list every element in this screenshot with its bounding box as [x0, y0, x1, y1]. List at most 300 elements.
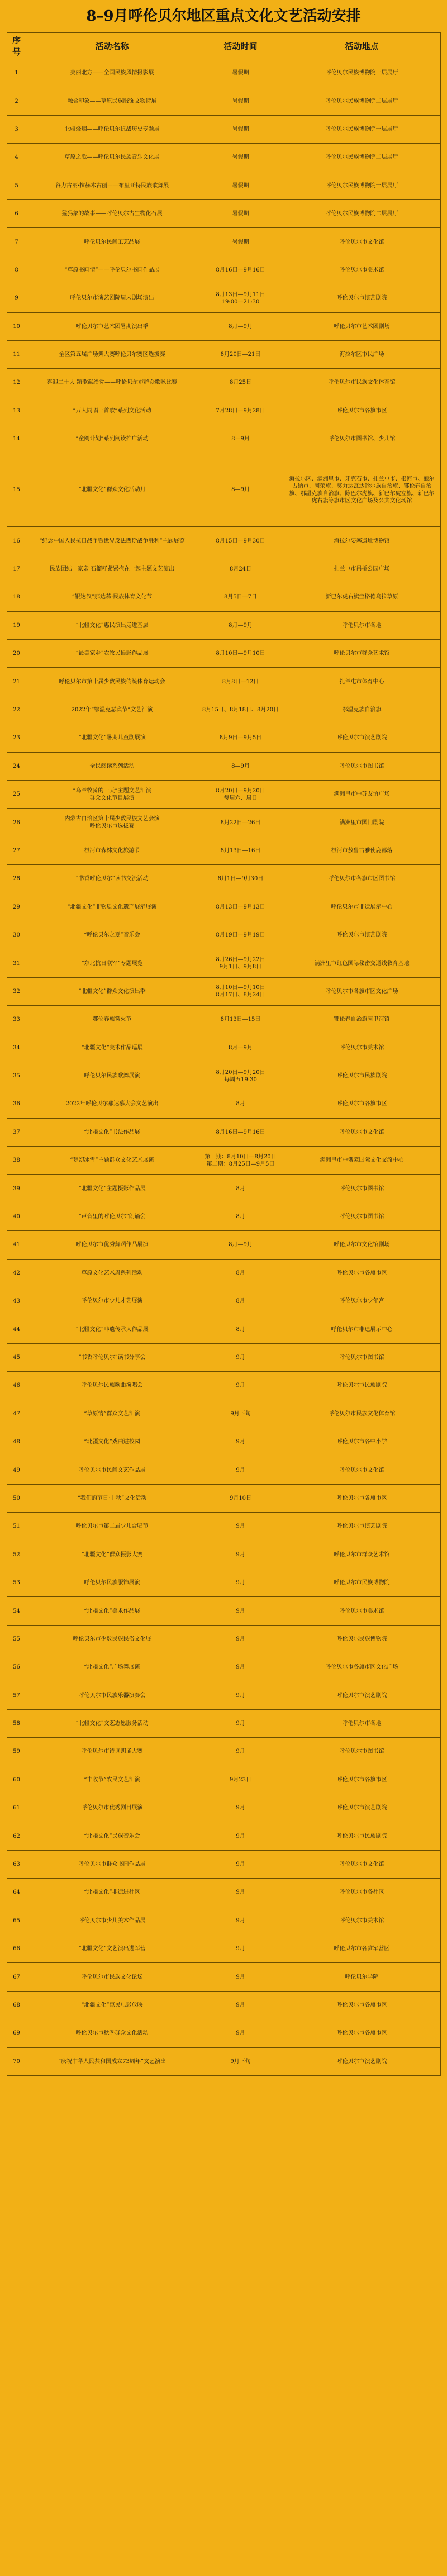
cell-time: 8月22日—26日 — [198, 809, 283, 837]
cell-time: 7月28日—9月28日 — [198, 397, 283, 425]
cell-name: “童阅计划”系列阅读推广活动 — [26, 425, 198, 453]
cell-time: 9月10日 — [198, 1484, 283, 1512]
cell-place: 呼伦贝尔民族博物院一层展厅 — [283, 172, 441, 199]
cell-time: 8月19日—9月19日 — [198, 921, 283, 949]
cell-name: 呼伦贝尔市民间文艺作品展 — [26, 1456, 198, 1484]
cell-time: 8月 — [198, 1287, 283, 1315]
cell-time: 9月 — [198, 1935, 283, 1963]
cell-name: 呼伦贝尔市第十届少数民族传统体育运动会 — [26, 668, 198, 696]
cell-no: 33 — [7, 1006, 26, 1034]
cell-name: “北疆文化”非遗传承人作品展 — [26, 1315, 198, 1343]
cell-no: 10 — [7, 312, 26, 340]
cell-place: 海拉尔区、满洲里市、牙克石市、扎兰屯市、根河市、额尔古纳市、阿荣旗、莫力达瓦达斡尔族自治旗、鄂伦春自治旗、鄂温克族自治旗、陈巴尔虎旗、新巴尔虎左旗、新巴尔虎右旗等旗市区文化广场及公共文化场馆 — [283, 453, 441, 527]
cell-name: “东北抗日联军”专题展览 — [26, 949, 198, 977]
cell-no: 50 — [7, 1484, 26, 1512]
cell-time: 9月 — [198, 1681, 283, 1709]
cell-no: 1 — [7, 59, 26, 87]
cell-time: 9月 — [198, 1372, 283, 1400]
cell-time: 暑假期 — [198, 115, 283, 143]
table-row — [7, 87, 441, 115]
table-row — [7, 1850, 441, 1878]
cell-time: 暑假期 — [198, 199, 283, 227]
cell-no: 59 — [7, 1738, 26, 1766]
cell-place: 呼伦贝尔市文化馆 — [283, 1118, 441, 1146]
cell-time: 9月 — [198, 1907, 283, 1935]
cell-place: 呼伦贝尔学院 — [283, 1963, 441, 1991]
cell-name: 呼伦贝尔市少数民族民俗文化展 — [26, 1625, 198, 1653]
cell-time: 暑假期 — [198, 144, 283, 172]
cell-name: 呼伦贝尔市诗词朗诵大赛 — [26, 1738, 198, 1766]
cell-name: 呼伦贝尔民间工艺品展 — [26, 228, 198, 256]
cell-no: 2 — [7, 87, 26, 115]
cell-time: 9月 — [198, 1850, 283, 1878]
cell-place: 呼伦贝尔市各旗市区 — [283, 397, 441, 425]
cell-name: “北疆文化”群众摄影大赛 — [26, 1541, 198, 1569]
cell-place: 扎兰屯市吊桥公园广场 — [283, 555, 441, 583]
cell-no: 48 — [7, 1428, 26, 1456]
cell-name: 2022年“鄂温克瑟宾节”文艺汇演 — [26, 696, 198, 724]
table-row — [7, 1907, 441, 1935]
cell-place: 呼伦贝尔市各旗市区文化广场 — [283, 1653, 441, 1681]
cell-time: 9月 — [198, 1653, 283, 1681]
cell-no: 35 — [7, 1062, 26, 1090]
table-row — [7, 1090, 441, 1118]
cell-no: 13 — [7, 397, 26, 425]
cell-name: “北疆文化”民族音乐会 — [26, 1822, 198, 1850]
cell-name: 呼伦贝尔市第二届少儿合唱节 — [26, 1513, 198, 1541]
cell-no: 57 — [7, 1681, 26, 1709]
table-row — [7, 583, 441, 611]
table-row — [7, 1822, 441, 1850]
cell-time: 8月 — [198, 1090, 283, 1118]
cell-place: 扎兰屯市体育中心 — [283, 668, 441, 696]
cell-no: 23 — [7, 724, 26, 752]
cell-time: 8月 — [198, 1203, 283, 1230]
table-row — [7, 1935, 441, 1963]
activity-table — [7, 32, 441, 2076]
cell-time: 9月 — [198, 1879, 283, 1907]
table-row — [7, 59, 441, 87]
cell-place: 呼伦贝尔市演艺剧院 — [283, 284, 441, 312]
table-row — [7, 1456, 441, 1484]
cell-no: 6 — [7, 199, 26, 227]
cell-place: 呼伦贝尔市文化馆 — [283, 1850, 441, 1878]
cell-name: “北疆文化”非遗进社区 — [26, 1879, 198, 1907]
cell-name: 草原文化艺术周系列活动 — [26, 1259, 198, 1287]
table-row — [7, 397, 441, 425]
cell-name: “书香呼伦贝尔”读书分享会 — [26, 1343, 198, 1371]
cell-time: 8月 — [198, 1315, 283, 1343]
cell-no: 22 — [7, 696, 26, 724]
table-row — [7, 1315, 441, 1343]
cell-place: 鄂伦春自治旗阿里河镇 — [283, 1006, 441, 1034]
cell-no: 60 — [7, 1766, 26, 1794]
cell-time: 8月 — [198, 1259, 283, 1287]
table-row — [7, 1653, 441, 1681]
cell-name: 美丽北方——全国民族风情摄影展 — [26, 59, 198, 87]
cell-time: 9月 — [198, 1541, 283, 1569]
cell-no: 54 — [7, 1597, 26, 1625]
cell-time: 第一期：8月10日—8月20日 第二期：8月25日—9月5日 — [198, 1147, 283, 1175]
cell-name: 呼伦贝尔市群众书画作品展 — [26, 1850, 198, 1878]
cell-name: “梦幻冰雪”主题群众文化艺术展演 — [26, 1147, 198, 1175]
table-row — [7, 172, 441, 199]
table-row — [7, 1963, 441, 1991]
cell-name: “纪念中国人民抗日战争暨世界反法西斯战争胜利”主题展览 — [26, 527, 198, 555]
cell-time: 8—9月 — [198, 752, 283, 780]
header-no: 序号 — [7, 33, 26, 59]
cell-no: 55 — [7, 1625, 26, 1653]
table-row — [7, 1231, 441, 1259]
cell-no: 62 — [7, 1822, 26, 1850]
table-row — [7, 1513, 441, 1541]
cell-time: 9月下旬 — [198, 2047, 283, 2075]
cell-name: 呼伦贝尔民族歌曲演唱会 — [26, 1372, 198, 1400]
cell-name: “声音里的呼伦贝尔”朗诵会 — [26, 1203, 198, 1230]
cell-time: 8月13日—15日 — [198, 1006, 283, 1034]
table-row — [7, 1681, 441, 1709]
cell-no: 39 — [7, 1175, 26, 1203]
table-row — [7, 228, 441, 256]
cell-no: 20 — [7, 640, 26, 668]
cell-no: 11 — [7, 340, 26, 368]
cell-name: “书香呼伦贝尔”读书交流活动 — [26, 865, 198, 893]
cell-name: 北疆烽烟——呼伦贝尔抗战历史专题展 — [26, 115, 198, 143]
cell-name: 呼伦贝尔民族歌舞展演 — [26, 1062, 198, 1090]
table-row — [7, 115, 441, 143]
cell-place: 呼伦贝尔民族博物院二层展厅 — [283, 199, 441, 227]
cell-time: 8月16日—9月16日 — [198, 256, 283, 284]
cell-time: 8月9日—9月5日 — [198, 724, 283, 752]
cell-name: 呼伦贝尔市少儿美术作品展 — [26, 1907, 198, 1935]
cell-name: 融合印象——草原民族服饰文物特展 — [26, 87, 198, 115]
table-row — [7, 1484, 441, 1512]
cell-place: 海拉尔区市民广场 — [283, 340, 441, 368]
cell-name: 呼伦贝尔市民族文化论坛 — [26, 1963, 198, 1991]
cell-place: 呼伦贝尔市民族文化体育馆 — [283, 1400, 441, 1428]
cell-time: 8月13日—9月13日 — [198, 893, 283, 921]
cell-no: 40 — [7, 1203, 26, 1230]
cell-name: 呼伦贝尔民族服饰展演 — [26, 1569, 198, 1596]
cell-no: 14 — [7, 425, 26, 453]
table-row — [7, 668, 441, 696]
cell-name: 猛犸象的故事——呼伦贝尔古生物化石展 — [26, 199, 198, 227]
cell-time: 8月—9月 — [198, 312, 283, 340]
cell-no: 36 — [7, 1090, 26, 1118]
cell-no: 27 — [7, 837, 26, 864]
cell-place: 呼伦贝尔市演艺剧院 — [283, 1681, 441, 1709]
header-time: 活动时间 — [198, 33, 283, 59]
cell-name: “银达汉”那达慕·民族体育文化节 — [26, 583, 198, 611]
cell-no: 5 — [7, 172, 26, 199]
cell-time: 9月 — [198, 1597, 283, 1625]
cell-name: “北疆文化”非物质文化遗产展示展演 — [26, 893, 198, 921]
table-row — [7, 1709, 441, 1737]
table-row — [7, 1766, 441, 1794]
cell-time: 8—9月 — [198, 453, 283, 527]
table-row — [7, 1147, 441, 1175]
cell-time: 8月15日—9月30日 — [198, 527, 283, 555]
table-row — [7, 977, 441, 1005]
cell-time: 8月—9月 — [198, 1034, 283, 1062]
cell-name: “最美家乡”农牧民摄影作品展 — [26, 640, 198, 668]
cell-name: “庆祝中华人民共和国成立73周年”文艺演出 — [26, 2047, 198, 2075]
table-row — [7, 780, 441, 808]
table-row — [7, 1062, 441, 1090]
table-row — [7, 1794, 441, 1822]
cell-time: 8月10日—9月10日 — [198, 640, 283, 668]
table-row — [7, 369, 441, 397]
cell-no: 32 — [7, 977, 26, 1005]
cell-name: “北疆文化”书法作品展 — [26, 1118, 198, 1146]
cell-no: 69 — [7, 2019, 26, 2047]
table-row — [7, 2047, 441, 2075]
cell-time: 8月1日—9月30日 — [198, 865, 283, 893]
cell-time: 9月 — [198, 1343, 283, 1371]
cell-place: 呼伦贝尔市民族博物院 — [283, 1569, 441, 1596]
table-row — [7, 1738, 441, 1766]
cell-name: 呼伦贝尔市民族乐器演奏会 — [26, 1681, 198, 1709]
cell-place: 呼伦贝尔民族博物院一层展厅 — [283, 59, 441, 87]
cell-place: 海拉尔要塞遗址博物馆 — [283, 527, 441, 555]
cell-no: 17 — [7, 555, 26, 583]
table-row — [7, 1569, 441, 1596]
table-row — [7, 949, 441, 977]
cell-place: 呼伦贝尔民族博物院一层展厅 — [283, 115, 441, 143]
cell-no: 61 — [7, 1794, 26, 1822]
cell-name: “北疆文化”美术作品巡展 — [26, 1034, 198, 1062]
table-row — [7, 1118, 441, 1146]
cell-place: 呼伦贝尔市各旗市区 — [283, 1090, 441, 1118]
cell-place: 呼伦贝尔市演艺剧院 — [283, 1794, 441, 1822]
cell-time: 9月 — [198, 1822, 283, 1850]
cell-name: 全民阅读系列活动 — [26, 752, 198, 780]
table-row — [7, 144, 441, 172]
cell-no: 7 — [7, 228, 26, 256]
cell-place: 呼伦贝尔民族博物院二层展厅 — [283, 144, 441, 172]
table-body — [7, 59, 441, 2076]
table-row — [7, 527, 441, 555]
cell-place: 呼伦贝尔市各旗市区 — [283, 1766, 441, 1794]
cell-name: 内蒙古自治区第十届少数民族文艺会演 呼伦贝尔市选拔赛 — [26, 809, 198, 837]
cell-no: 15 — [7, 453, 26, 527]
cell-place: 呼伦贝尔市图书馆 — [283, 1203, 441, 1230]
cell-place: 呼伦贝尔市文化馆 — [283, 1456, 441, 1484]
cell-no: 65 — [7, 1907, 26, 1935]
cell-time: 8月 — [198, 1175, 283, 1203]
cell-place: 满洲里市中苏友谊广场 — [283, 780, 441, 808]
cell-name: 呼伦贝尔市优秀剧目展演 — [26, 1794, 198, 1822]
cell-no: 67 — [7, 1963, 26, 1991]
cell-place: 呼伦贝尔市图书馆 — [283, 1343, 441, 1371]
cell-place: 呼伦贝尔市文化馆 — [283, 228, 441, 256]
cell-name: 2022年呼伦贝尔那达慕大会文艺演出 — [26, 1090, 198, 1118]
cell-time: 9月 — [198, 1794, 283, 1822]
cell-place: 呼伦贝尔市演艺剧院 — [283, 921, 441, 949]
table-row — [7, 1625, 441, 1653]
cell-no: 66 — [7, 1935, 26, 1963]
cell-name: “万人同唱一首歌”系列文化活动 — [26, 397, 198, 425]
cell-place: 满洲里市国门剧院 — [283, 809, 441, 837]
cell-name: “北疆文化”惠民演出走进基层 — [26, 611, 198, 639]
cell-time: 8月13日—16日 — [198, 837, 283, 864]
cell-time: 暑假期 — [198, 59, 283, 87]
cell-place: 呼伦贝尔市各驻军营区 — [283, 1935, 441, 1963]
cell-name: “北疆文化”戏曲进校园 — [26, 1428, 198, 1456]
cell-time: 9月下旬 — [198, 1400, 283, 1428]
cell-time: 9月 — [198, 1963, 283, 1991]
table-row — [7, 1597, 441, 1625]
cell-name: “北疆文化”文艺演出进军营 — [26, 1935, 198, 1963]
cell-time: 暑假期 — [198, 87, 283, 115]
cell-time: 9月 — [198, 1738, 283, 1766]
cell-name: 草原之歌——呼伦贝尔民族音乐文化展 — [26, 144, 198, 172]
cell-place: 呼伦贝尔市文化馆剧场 — [283, 1231, 441, 1259]
table-row — [7, 1259, 441, 1287]
cell-name: “北疆文化”美术作品展 — [26, 1597, 198, 1625]
cell-no: 25 — [7, 780, 26, 808]
cell-time: 8月—9月 — [198, 1231, 283, 1259]
cell-name: “北疆文化”群众文化活动月 — [26, 453, 198, 527]
cell-no: 53 — [7, 1569, 26, 1596]
cell-time: 8月26日—9月22日 9月1日、9月8日 — [198, 949, 283, 977]
cell-time: 8月20日—9月20日 每周六、周日 — [198, 780, 283, 808]
cell-name: 呼伦贝尔市秋季群众文化活动 — [26, 2019, 198, 2047]
cell-name: 全区第五届广场舞大赛呼伦贝尔赛区选拔赛 — [26, 340, 198, 368]
cell-place: 呼伦贝尔市美术馆 — [283, 1034, 441, 1062]
cell-time: 9月 — [198, 1513, 283, 1541]
cell-place: 呼伦贝尔市各旗市区图书馆 — [283, 865, 441, 893]
cell-name: “丰收节”农民文艺汇演 — [26, 1766, 198, 1794]
table-row — [7, 921, 441, 949]
cell-time: 9月 — [198, 1625, 283, 1653]
cell-place: 呼伦贝尔市民族剧院 — [283, 1372, 441, 1400]
cell-no: 24 — [7, 752, 26, 780]
cell-no: 64 — [7, 1879, 26, 1907]
cell-place: 呼伦贝尔市演艺剧院 — [283, 724, 441, 752]
cell-time: 8月16日—9月16日 — [198, 1118, 283, 1146]
table-row — [7, 809, 441, 837]
cell-name: “北疆文化”惠民电影放映 — [26, 1991, 198, 2019]
cell-name: 根河市森林文化旅游节 — [26, 837, 198, 864]
table-row — [7, 1879, 441, 1907]
table-row — [7, 1400, 441, 1428]
cell-no: 51 — [7, 1513, 26, 1541]
cell-time: 8月8日—12日 — [198, 668, 283, 696]
cell-time: 8月20日—9月20日 每周五19:30 — [198, 1062, 283, 1090]
cell-time: 8月15日、8月18日、8月20日 — [198, 696, 283, 724]
cell-place: 呼伦贝尔市图书馆 — [283, 1738, 441, 1766]
cell-time: 暑假期 — [198, 172, 283, 199]
cell-no: 58 — [7, 1709, 26, 1737]
cell-time: 9月 — [198, 1569, 283, 1596]
cell-time: 8月24日 — [198, 555, 283, 583]
cell-time: 9月 — [198, 1991, 283, 2019]
cell-name: “草原书画情”——呼伦贝尔书画作品展 — [26, 256, 198, 284]
table-row — [7, 1541, 441, 1569]
cell-name: “北疆文化”主题摄影作品展 — [26, 1175, 198, 1203]
table-row — [7, 425, 441, 453]
table-row — [7, 1991, 441, 2019]
table-row — [7, 611, 441, 639]
table-row — [7, 2019, 441, 2047]
cell-time: 8月—9月 — [198, 611, 283, 639]
table-row — [7, 837, 441, 864]
cell-time: 8月20日—21日 — [198, 340, 283, 368]
cell-no: 52 — [7, 1541, 26, 1569]
cell-name: 呼伦贝尔市优秀舞蹈作品展演 — [26, 1231, 198, 1259]
cell-name: 鄂伦春族篝火节 — [26, 1006, 198, 1034]
cell-place: 呼伦贝尔市各地 — [283, 1709, 441, 1737]
cell-place: 呼伦贝尔市民族剧院 — [283, 1062, 441, 1090]
cell-no: 18 — [7, 583, 26, 611]
cell-name: 呼伦贝尔市演艺剧院周末剧场演出 — [26, 284, 198, 312]
cell-place: 呼伦贝尔市演艺剧院 — [283, 1513, 441, 1541]
cell-place: 呼伦贝尔市图书馆、少儿馆 — [283, 425, 441, 453]
cell-time: 8月25日 — [198, 369, 283, 397]
cell-place: 呼伦贝尔市各社区 — [283, 1879, 441, 1907]
cell-time: 8月5日—7日 — [198, 583, 283, 611]
cell-place: 呼伦贝尔市图书馆 — [283, 752, 441, 780]
table-row — [7, 696, 441, 724]
cell-place: 呼伦贝尔民族博物院 — [283, 1625, 441, 1653]
cell-place: 呼伦贝尔市各旗市区 — [283, 1484, 441, 1512]
cell-no: 4 — [7, 144, 26, 172]
cell-place: 呼伦贝尔市各旗市区 — [283, 1259, 441, 1287]
cell-no: 12 — [7, 369, 26, 397]
table-row — [7, 199, 441, 227]
table-row — [7, 724, 441, 752]
cell-no: 44 — [7, 1315, 26, 1343]
cell-place: 满洲里市红色国际秘密交通线教育基地 — [283, 949, 441, 977]
cell-place: 满洲里市中俄蒙国际文化交流中心 — [283, 1147, 441, 1175]
cell-time: 9月 — [198, 1709, 283, 1737]
cell-place: 呼伦贝尔市美术馆 — [283, 1597, 441, 1625]
cell-place: 新巴尔虎右旗宝格德乌拉草原 — [283, 583, 441, 611]
cell-place: 呼伦贝尔市群众艺术馆 — [283, 640, 441, 668]
cell-place: 呼伦贝尔市少年宫 — [283, 1287, 441, 1315]
cell-name: “我们的节日·中秋”文化活动 — [26, 1484, 198, 1512]
cell-place: 呼伦贝尔市群众艺术馆 — [283, 1541, 441, 1569]
cell-no: 41 — [7, 1231, 26, 1259]
table-row — [7, 555, 441, 583]
cell-time: 9月 — [198, 1456, 283, 1484]
cell-name: “呼伦贝尔之夏”音乐会 — [26, 921, 198, 949]
cell-place: 呼伦贝尔市民族剧院 — [283, 1822, 441, 1850]
cell-time: 8月13日—9月11日 19:00—21:30 — [198, 284, 283, 312]
cell-name: “北疆文化”文艺志愿服务活动 — [26, 1709, 198, 1737]
header-place: 活动地点 — [283, 33, 441, 59]
table-header-row — [7, 33, 441, 59]
cell-no: 45 — [7, 1343, 26, 1371]
cell-no: 56 — [7, 1653, 26, 1681]
cell-time: 8—9月 — [198, 425, 283, 453]
table-row — [7, 1343, 441, 1371]
cell-place: 呼伦贝尔市美术馆 — [283, 256, 441, 284]
cell-name: 民族团结一家亲 石榴籽紧紧抱在一起主题文艺演出 — [26, 555, 198, 583]
cell-name: 喜迎二十大 颂歌献给党——呼伦贝尔市群众歌咏比赛 — [26, 369, 198, 397]
cell-place: 呼伦贝尔市各中小学 — [283, 1428, 441, 1456]
table-row — [7, 256, 441, 284]
cell-time: 9月23日 — [198, 1766, 283, 1794]
cell-no: 43 — [7, 1287, 26, 1315]
cell-place: 根河市敖鲁古雅使鹿部落 — [283, 837, 441, 864]
page-title: 8–9月呼伦贝尔地区重点文化文艺活动安排 — [86, 8, 361, 25]
cell-place: 呼伦贝尔市图书馆 — [283, 1175, 441, 1203]
cell-name: “北疆文化”群众文化演出季 — [26, 977, 198, 1005]
cell-no: 30 — [7, 921, 26, 949]
cell-name: 呼伦贝尔市少儿才艺展演 — [26, 1287, 198, 1315]
